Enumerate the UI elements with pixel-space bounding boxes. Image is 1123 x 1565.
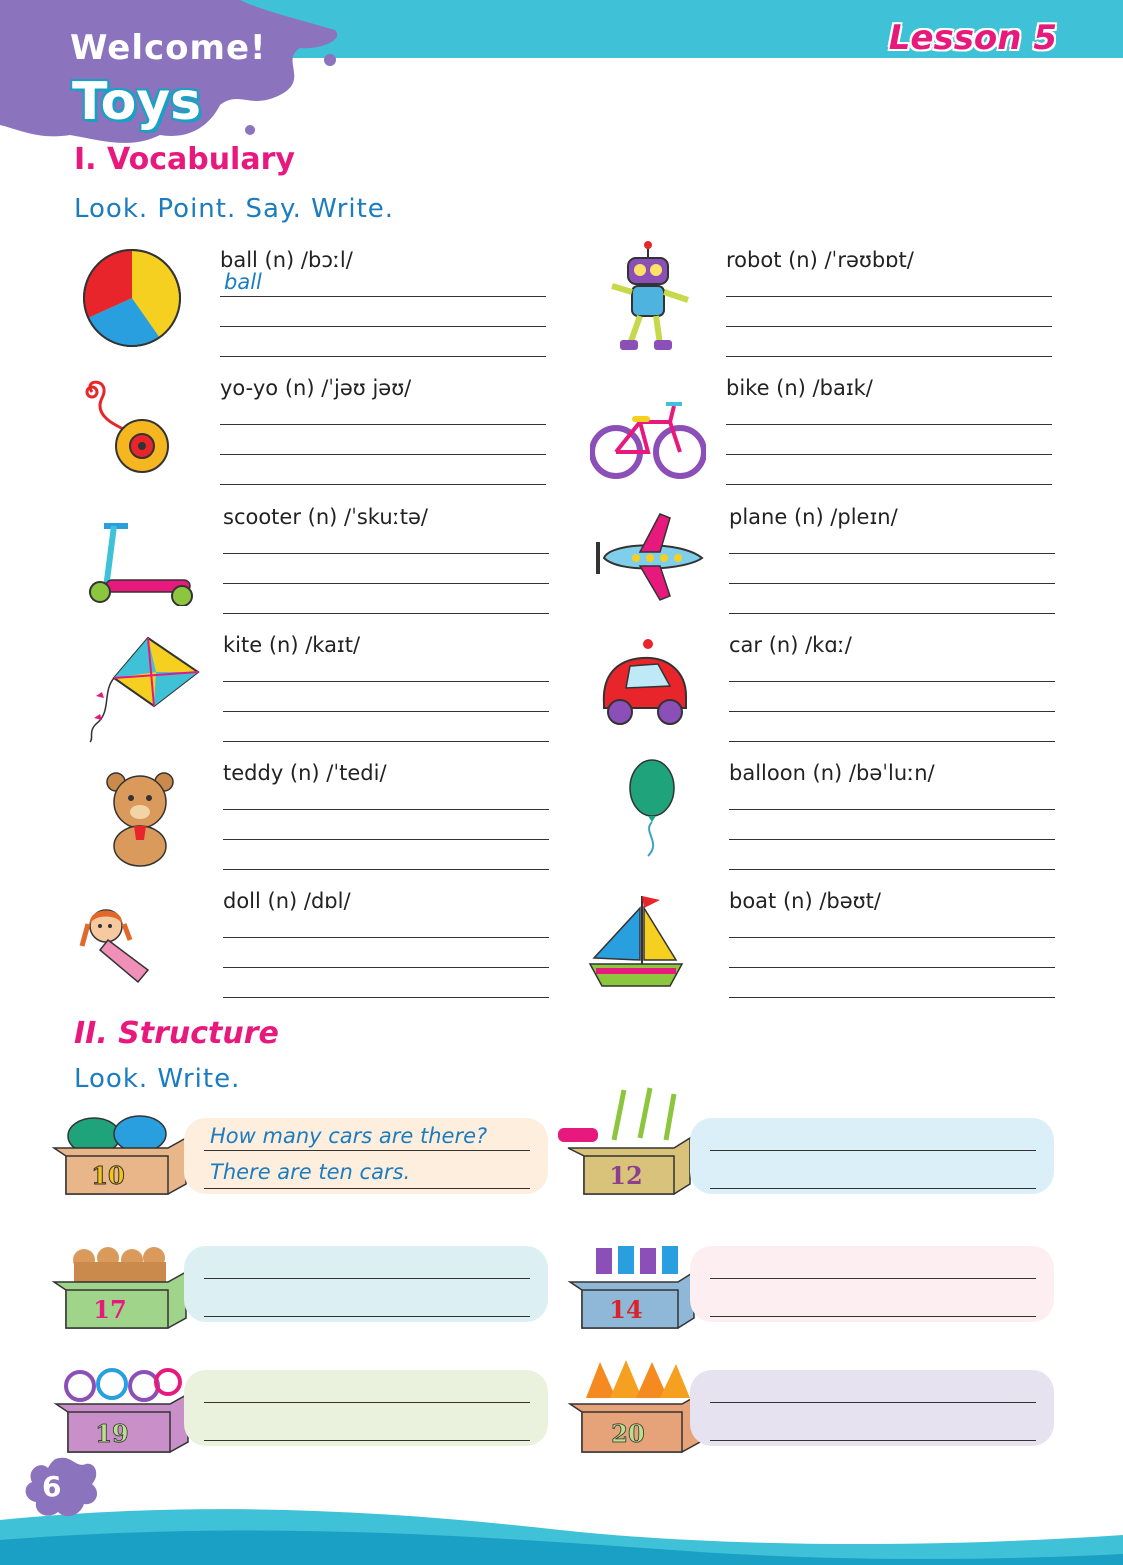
writing-line[interactable] [204,1440,530,1441]
writing-line[interactable] [726,326,1052,327]
vocab-word: ball (n) /bɔːl/ [220,248,353,272]
vocab-answer[interactable]: ball [224,270,262,294]
writing-line[interactable] [204,1278,530,1279]
vocab-word: robot (n) /ˈrəʊbɒt/ [726,248,914,272]
footer-wave-decoration [0,1480,1123,1565]
vocab-word: doll (n) /dɒl/ [223,889,351,913]
box-number: 19 [95,1419,129,1448]
scooter-icon [84,516,200,606]
box-number: 12 [609,1161,643,1190]
kite-icon [82,632,206,746]
writing-line[interactable] [729,809,1055,810]
vocab-word: balloon (n) /bəˈluːn/ [729,761,935,785]
welcome-heading: Welcome! [70,28,267,68]
vocab-word: yo-yo (n) /ˈjəʊ jəʊ/ [220,376,412,400]
answer-panel [184,1370,548,1446]
structure-instruction: Look. Write. [74,1064,241,1094]
answer-panel [690,1370,1054,1446]
box-number: 17 [93,1295,127,1324]
writing-line[interactable] [710,1316,1036,1317]
question-text: How many cars are there? [210,1124,488,1148]
vocab-word: bike (n) /baɪk/ [726,376,873,400]
writing-line[interactable] [726,296,1052,297]
writing-line[interactable] [220,484,546,485]
toy-box-icon [566,1242,696,1332]
writing-line[interactable] [729,681,1055,682]
writing-line[interactable] [223,997,549,998]
writing-line[interactable] [710,1278,1036,1279]
page-number: 6 [42,1470,62,1503]
doll-icon [78,900,166,990]
writing-line[interactable] [729,741,1055,742]
writing-line[interactable] [729,937,1055,938]
unit-title: Toys [72,72,202,132]
writing-line[interactable] [729,869,1055,870]
car-icon [596,636,692,732]
yoyo-icon [82,378,178,476]
robot-icon [600,240,700,358]
vocab-word: car (n) /kɑː/ [729,633,852,657]
answer-panel [690,1118,1054,1194]
writing-line[interactable] [726,356,1052,357]
writing-line[interactable] [223,869,549,870]
lesson-label: Lesson 5 [888,18,1057,58]
plane-icon [590,512,710,604]
vocab-word: scooter (n) /ˈskuːtə/ [223,505,428,529]
balloon-icon [624,756,680,864]
writing-line[interactable] [220,356,546,357]
vocab-word: plane (n) /pleɪn/ [729,505,898,529]
vocab-word: teddy (n) /ˈtedi/ [223,761,387,785]
writing-line[interactable] [729,997,1055,998]
writing-line[interactable] [223,583,549,584]
writing-line[interactable] [220,454,546,455]
writing-line[interactable] [710,1150,1036,1151]
toy-box-icon [50,1108,190,1198]
vocabulary-title: I. Vocabulary [74,142,295,177]
writing-line[interactable] [710,1440,1036,1441]
answer-text: There are ten cars. [210,1160,411,1184]
writing-line[interactable] [729,553,1055,554]
boat-icon [586,890,686,994]
writing-line[interactable] [220,326,546,327]
answer-panel [184,1118,548,1194]
writing-line[interactable] [223,681,549,682]
writing-line[interactable] [220,296,546,297]
writing-line[interactable] [223,711,549,712]
box-number: 10 [91,1161,125,1190]
writing-line[interactable] [223,553,549,554]
vocabulary-instruction: Look. Point. Say. Write. [74,194,395,224]
writing-line[interactable] [204,1316,530,1317]
bike-icon [590,392,706,482]
writing-line[interactable] [223,967,549,968]
writing-line[interactable] [726,424,1052,425]
writing-line[interactable] [726,454,1052,455]
writing-line[interactable] [710,1402,1036,1403]
writing-line[interactable] [729,613,1055,614]
box-number: 14 [609,1295,643,1324]
writing-line[interactable] [204,1150,530,1151]
writing-line[interactable] [220,424,546,425]
box-number: 20 [611,1419,645,1448]
answer-panel [184,1246,548,1322]
toy-box-icon [52,1362,192,1454]
vocab-word: kite (n) /kaɪt/ [223,633,361,657]
writing-line[interactable] [729,967,1055,968]
writing-line[interactable] [223,809,549,810]
toy-box-icon [50,1244,190,1332]
writing-line[interactable] [223,613,549,614]
writing-line[interactable] [726,484,1052,485]
writing-line[interactable] [223,741,549,742]
writing-line[interactable] [204,1188,530,1189]
ball-icon [80,248,184,348]
structure-title: II. Structure [74,1016,279,1051]
answer-panel [690,1246,1054,1322]
writing-line[interactable] [710,1188,1036,1189]
vocab-word: boat (n) /bəʊt/ [729,889,881,913]
writing-line[interactable] [729,839,1055,840]
writing-line[interactable] [223,937,549,938]
toy-box-icon [554,1080,694,1198]
writing-line[interactable] [204,1402,530,1403]
toy-box-icon [566,1358,702,1454]
teddy-icon [100,768,180,868]
writing-line[interactable] [223,839,549,840]
writing-line[interactable] [729,711,1055,712]
writing-line[interactable] [729,583,1055,584]
